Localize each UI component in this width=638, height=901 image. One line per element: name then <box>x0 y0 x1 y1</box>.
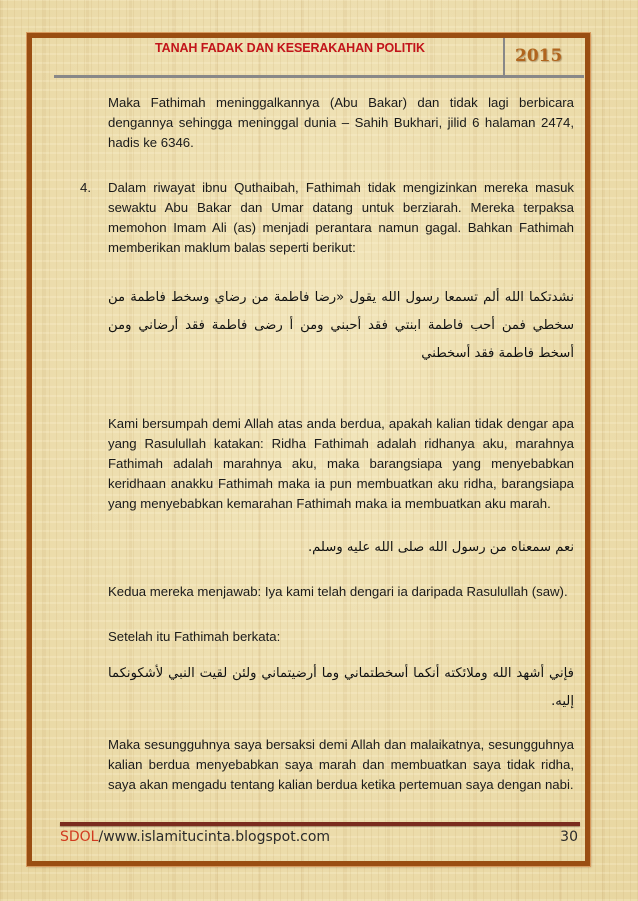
document-year: 2015 <box>515 46 563 66</box>
list-item-4 <box>80 178 574 258</box>
then-paragraph: Setelah itu Fathimah berkata: <box>108 629 281 644</box>
document-title: TANAH FADAK DAN KESERAKAHAN POLITIK <box>155 41 425 55</box>
footer-rule <box>60 822 580 826</box>
intro-paragraph: Maka Fathimah meninggalkannya (Abu Bakar) dan tidak lagi berbicara dengannya sehingga meninggal dunia – Sahih Bukhari, jilid 6 halaman 2474, hadis ke 6346. <box>108 95 574 150</box>
page-number: 30 <box>560 829 578 845</box>
arabic-quote-2: نعم سمعناه من رسول الله صلى الله عليه وسلم. <box>307 540 574 555</box>
arabic-quote-1: نشدتكما الله ألم تسمعا رسول الله يقول «رضا فاطمة من رضاي وسخط فاطمة من سخطي فمن أحب فاطمة ابنتي فقد أحبني ومن أ رضى فاطمة فقد أرضاني ومن أسخط فاطمة فقد أسخطني <box>108 290 574 361</box>
header-vertical-divider <box>503 38 505 78</box>
intro-block <box>108 93 574 153</box>
footer-brand: SDOL <box>60 829 99 845</box>
list-item-text: Dalam riwayat ibnu Quthaibah, Fathimah tidak mengizinkan mereka masuk sewaktu Abu Bakar dan Umar datang untuk berziarah. Mereka terpaksa memohon Imam Ali (as) menjadi perantara namun gagal. Bahkan Fathimah memberikan maklum balas seperti berikut: <box>108 180 574 255</box>
reply-paragraph: Kedua mereka menjawab: Iya kami telah dengari ia daripada Rasulullah (saw). <box>108 584 568 599</box>
list-number: 4. <box>80 180 91 195</box>
translation-1: Kami bersumpah demi Allah atas anda berdua, apakah kalian tidak dengar apa yang Rasulullah katakan: Ridha Fathimah adalah ridhanya aku, marahnya Fathimah adalah marahnya aku, maka barangsiapa yang menyebabkan keridhaan anakku Fathimah maka ia pun membuatkan aku ridha, barangsiapa yang menyebabkan kemarahan Fathimah maka ia membuatkan aku marah. <box>108 416 574 511</box>
header-rule <box>54 75 584 78</box>
footer-source <box>60 829 330 845</box>
footer-url: /www.islamitucinta.blogspot.com <box>98 829 331 845</box>
translation-3: Maka sesungguhnya saya bersaksi demi Allah dan malaikatnya, sesungguhnya kalian berdua menyebabkan saya marah dan membuatkan saya tidak ridha, saya akan mengadu tentang kalian berdua ketika pertemuan saya dengan nabi. <box>108 737 574 792</box>
arabic-quote-3: فإني أشهد الله وملائكته أنكما أسخطتماني وما أرضيتماني ولئن لقيت النبي لأشكونكما إليه. <box>108 666 574 709</box>
